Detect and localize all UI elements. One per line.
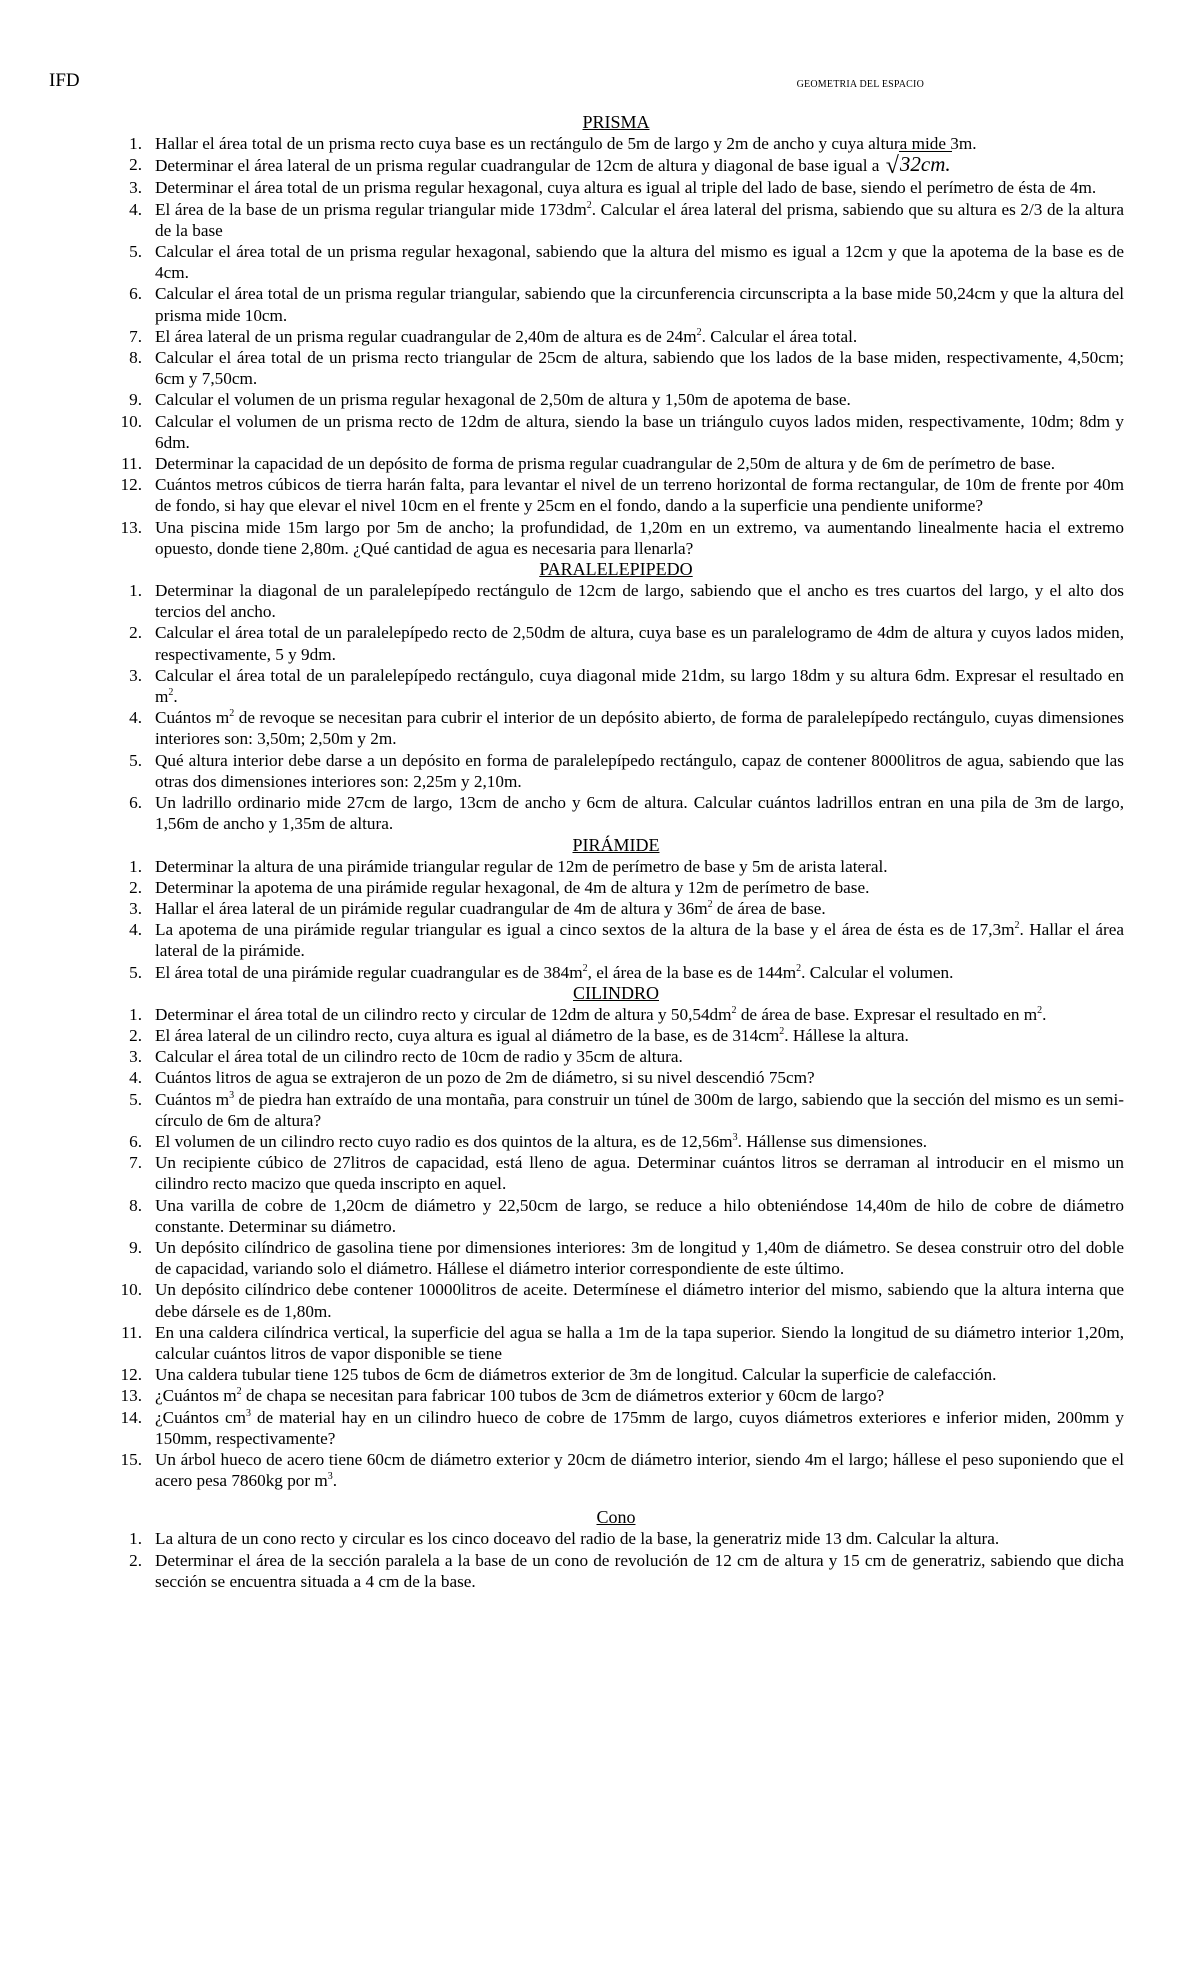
exercise-text: El área lateral de un cilindro recto, cuya altura es igual al diámetro de la base, es de $314cm^2$. Hállese la altura.	[155, 1025, 909, 1045]
exercise-number: 4.	[129, 1068, 142, 1088]
exercise-item	[108, 1131, 1124, 1152]
exercise-number: 4.	[129, 199, 142, 219]
exercise-item	[108, 1385, 1124, 1406]
exercise-number: 1.	[129, 581, 142, 601]
exercise-text: Cuántos litros de agua se extrajeron de un pozo de 2m de diámetro, si su nivel descendió 75cm?	[155, 1068, 815, 1088]
exercise-item	[108, 152, 1124, 180]
exercise-item	[108, 1237, 1124, 1279]
exercise-number: 15.	[120, 1449, 142, 1469]
exercise-text: El volumen de un cilindro recto cuyo radio es dos quintos de la altura, es de $12,56m^3$. Hállense sus dimensiones.	[155, 1131, 928, 1151]
exercise-text: Determinar el área total de un prisma regular hexagonal, cuya altura es igual al triple del lado de base, siendo el perímetro de ésta de 4m.	[155, 178, 1097, 198]
exercise-text: Calcular el área total de un prisma recto triangular de 25cm de altura, sabiendo que los lados de la base miden, respectivamente, 4,50cm; 6cm y 7,50cm.	[155, 348, 1124, 389]
exercise-number: 3.	[129, 1047, 142, 1067]
exercise-item	[108, 1364, 1124, 1385]
exercise-number: 8.	[129, 1195, 142, 1215]
exercise-item	[108, 1025, 1124, 1046]
exercise-text: Determinar la apotema de una pirámide regular hexagonal, de 4m de altura y 12m de perímetro de base.	[155, 877, 870, 897]
square-root-expression: √32cm.	[885, 152, 951, 180]
exercise-text: La altura de un cono recto y circular es los cinco doceavo del radio de la base, la generatriz mide 13 dm. Calcular la altura.	[155, 1529, 1000, 1549]
exercise-number: 6.	[129, 284, 142, 304]
exercise-number: 8.	[129, 348, 142, 368]
exercise-number: 2.	[129, 623, 142, 643]
exercise-number: 14.	[120, 1407, 142, 1427]
exercise-item	[108, 1322, 1124, 1364]
exercise-text: Qué altura interior debe darse a un depósito en forma de paralelepípedo rectángulo, capaz de contener 8000litros de agua, sabiendo que las otras dos dimensiones interiores son: 2,25m y 2,10m.	[155, 750, 1124, 791]
exercise-text: Un recipiente cúbico de 27litros de capacidad, está lleno de agua. Determinar cuántos litros se derraman al introducir en el mismo un cilindro recto macizo que queda inscripto en aquel.	[155, 1153, 1124, 1194]
header-right: GEOMETRIA DEL ESPACIO	[796, 79, 924, 90]
exercise-item	[108, 347, 1124, 389]
exercise-number: 5.	[129, 750, 142, 770]
exercise-item	[108, 1195, 1124, 1237]
exercise-number: 12.	[120, 1365, 142, 1385]
exercise-text: Cuántos $m^3$ de piedra han extraído de una montaña, para construir un túnel de 300m de largo, sabiendo que la sección del mismo es un semi-círculo de 6m de altura?	[155, 1089, 1124, 1130]
exercise-list	[108, 856, 1124, 983]
exercise-number: 4.	[129, 708, 142, 728]
exercise-item	[108, 1067, 1124, 1088]
exercise-number: 13.	[120, 517, 142, 537]
section-title: PRISMA	[582, 112, 650, 132]
header-left: IFD	[49, 70, 80, 91]
exercise-item	[108, 1046, 1124, 1067]
exercise-item	[108, 898, 1124, 919]
exercise-number: 6.	[129, 1131, 142, 1151]
exercise-number: 2.	[129, 1025, 142, 1045]
section-prisma	[108, 112, 1124, 559]
exercise-text: El área total de una pirámide regular cuadrangular es de $384m^2$, el área de la base es de $144m^2$. Calcular el volumen.	[155, 962, 954, 982]
exercise-item	[108, 199, 1124, 241]
exercise-text: Calcular el área total de un prisma regular triangular, sabiendo que la circunferencia circunscripta a la base mide 50,24cm y que la altura del prisma mide 10cm.	[155, 284, 1124, 325]
exercise-number: 5.	[129, 1089, 142, 1109]
exercise-item	[108, 1528, 1124, 1549]
exercise-item	[108, 707, 1124, 749]
exercise-text: Una piscina mide 15m largo por 5m de ancho; la profundidad, de 1,20m en un extremo, va aumentando linealmente hacia el extremo opuesto, donde tiene 2,80m. ¿Qué cantidad de agua es necesaria para llenarla?	[155, 517, 1124, 558]
exercise-text: Determinar la diagonal de un paralelepípedo rectángulo de 12cm de largo, sabiendo que el ancho es tres cuartos del largo, y el alto dos tercios del ancho.	[155, 581, 1124, 622]
exercise-item	[108, 1279, 1124, 1321]
exercise-item	[108, 1449, 1124, 1491]
exercise-number: 10.	[120, 1280, 142, 1300]
section-title: CILINDRO	[573, 982, 659, 1003]
exercise-text: Determinar el área lateral de un prisma regular cuadrangular de 12cm de altura y diagonal de base igual a √32cm.	[155, 152, 951, 180]
exercise-number: 1.	[129, 1004, 142, 1024]
exercise-text: Determinar la capacidad de un depósito de forma de prisma regular cuadrangular de 2,50m de altura y de 6m de perímetro de base.	[155, 454, 1056, 474]
exercise-number: 13.	[120, 1386, 142, 1406]
exercise-text: El área lateral de un prisma regular cuadrangular de 2,40m de altura es de $24m^2$. Calcular el área total.	[155, 326, 858, 346]
exercise-item	[108, 453, 1124, 474]
exercise-text: Hallar el área lateral de un pirámide regular cuadrangular de 4m de altura y $36m^2$ de área de base.	[155, 898, 826, 918]
section-title: PIRÁMIDE	[572, 834, 660, 855]
exercise-text: Cuántos $m^2$ de revoque se necesitan para cubrir el interior de un depósito abierto, de forma de paralelepípedo rectángulo, cuyas dimensiones interiores son: 3,50m; 2,50m y 2m.	[155, 708, 1124, 749]
exercise-number: 1.	[129, 134, 142, 153]
exercise-number: 2.	[129, 155, 142, 175]
exercise-item	[108, 919, 1124, 961]
exercise-text: ¿Cuántos $cm^3$ de material hay en un cilindro hueco de cobre de 175mm de largo, cuyos diámetros exteriores e inferior miden, 200mm y 150mm, respectivamente?	[155, 1407, 1125, 1448]
exercise-text: Un ladrillo ordinario mide 27cm de largo, 13cm de ancho y 6cm de altura. Calcular cuántos ladrillos entran en una pila de 3m de largo, 1,56m de ancho y 1,35m de altura.	[155, 793, 1124, 834]
exercise-list	[108, 1004, 1124, 1492]
exercise-text: Calcular el volumen de un prisma recto de 12dm de altura, siendo la base un triángulo cuyos lados miden, respectivamente, 10dm; 8dm y 6dm.	[155, 411, 1124, 452]
exercise-item	[108, 411, 1124, 453]
exercise-text: Determinar el área de la sección paralela a la base de un cono de revolución de 12 cm de altura y 15 cm de generatriz, sabiendo que dicha sección se encuentra situada a 4 cm de la base.	[155, 1550, 1124, 1591]
exercise-item	[108, 474, 1124, 516]
exercise-item	[108, 1407, 1124, 1449]
exercise-item	[108, 1089, 1124, 1131]
exercise-number: 10.	[120, 411, 142, 431]
exercise-text: ¿Cuántos $m^2$ de chapa se necesitan para fabricar 100 tubos de 3cm de diámetros exterior y 60cm de largo?	[155, 1386, 885, 1406]
exercise-item	[108, 856, 1124, 877]
exercise-text: Un depósito cilíndrico debe contener 10000litros de aceite. Determínese el diámetro interior del mismo, sabiendo que la altura interna que debe dársele es de 1,80m.	[155, 1280, 1124, 1321]
section-cono	[108, 1507, 1124, 1592]
section-title: PARALELEPIPEDO	[539, 559, 693, 580]
section-paralelepipedo	[108, 559, 1124, 834]
exercise-number: 3.	[129, 898, 142, 918]
exercise-text: Calcular el área total de un paralelepípedo recto de 2,50dm de altura, cuya base es un paralelogramo de 4dm de altura y cuyos lados miden, respectivamente, 5 y 9dm.	[155, 623, 1124, 664]
exercise-number: 11.	[121, 1322, 142, 1342]
exercise-text: Una caldera tubular tiene 125 tubos de 6cm de diámetros exterior de 3m de longitud. Calcular la superficie de calefacción.	[155, 1365, 997, 1385]
exercise-text: Calcular el área total de un prisma regular hexagonal, sabiendo que la altura del mismo es igual a 12cm y que la apotema de la base es de 4cm.	[155, 242, 1124, 283]
exercise-item	[108, 1550, 1124, 1592]
exercise-text: La apotema de una pirámide regular triangular es igual a cinco sextos de la altura de la base y el área de ésta es de $17,3m^2$. Hallar el área lateral de la pirámide.	[155, 920, 1124, 961]
exercise-number: 5.	[129, 962, 142, 982]
exercise-list	[108, 580, 1124, 834]
exercise-number: 9.	[129, 1237, 142, 1257]
exercise-text: Hallar el área total de un prisma recto cuya base es un rectángulo de 5m de largo y 2m de ancho y cuya altura mide 3m.	[155, 134, 977, 153]
exercise-text: Cuántos metros cúbicos de tierra harán falta, para levantar el nivel de un terreno horizontal de forma rectangular, de 10m de frente por 40m de fondo, si hay que elevar el nivel 10cm en el frente y 25cm en el fondo, dando a la superficie una pendiente uniforme?	[155, 475, 1124, 516]
exercise-item	[108, 326, 1124, 347]
exercise-item	[108, 622, 1124, 664]
exercise-number: 7.	[129, 326, 142, 346]
section-title: Cono	[596, 1507, 636, 1528]
exercise-item	[108, 1152, 1124, 1194]
exercise-text: Un árbol hueco de acero tiene 60cm de diámetro exterior y 20cm de diámetro interior, siendo 4m el largo; hállese el peso suponiendo que el acero pesa 7860kg por $m^3$.	[155, 1449, 1124, 1491]
exercise-item	[108, 665, 1124, 707]
exercise-number: 3.	[129, 665, 142, 685]
exercise-item	[108, 517, 1124, 559]
exercise-item	[108, 962, 1124, 983]
exercise-item	[108, 241, 1124, 283]
exercise-text: Una varilla de cobre de 1,20cm de diámetro y 22,50cm de largo, se reduce a hilo obteniéndose 14,40m de hilo de cobre de diámetro constante. Determinar su diámetro.	[155, 1195, 1124, 1236]
exercise-item	[108, 1004, 1124, 1025]
exercise-text: Calcular el volumen de un prisma regular hexagonal de 2,50m de altura y 1,50m de apotema de base.	[155, 390, 851, 410]
exercise-item	[108, 177, 1124, 198]
section-piramide	[108, 835, 1124, 983]
exercise-item	[108, 750, 1124, 792]
exercise-item	[108, 283, 1124, 325]
exercise-number: 7.	[129, 1153, 142, 1173]
exercise-number: 11.	[121, 454, 142, 474]
section-cilindro	[108, 983, 1124, 1492]
exercise-text: En una caldera cilíndrica vertical, la superficie del agua se halla a 1m de la tapa superior. Siendo la longitud de su diámetro interior 1,20m, calcular cuántos litros de vapor disponible se tiene	[155, 1322, 1124, 1363]
exercise-text: El área de la base de un prisma regular triangular mide $173dm^2$. Calcular el área lateral del prisma, sabiendo que su altura es 2/3 de la altura de la base	[155, 199, 1124, 240]
exercise-text: Un depósito cilíndrico de gasolina tiene por dimensiones interiores: 3m de longitud y 1,40m de diámetro. Se desea construir otro del doble de capacidad, variando solo el diámetro. Hállese el diámetro interior correspondiente de este último.	[155, 1237, 1124, 1279]
exercise-list	[108, 1528, 1124, 1592]
exercise-text: Calcular el área total de un cilindro recto de 10cm de radio y 35cm de altura.	[155, 1047, 683, 1067]
exercise-item	[108, 792, 1124, 834]
exercise-number: 12.	[120, 475, 142, 495]
exercise-item	[108, 133, 1124, 154]
exercise-sections	[108, 112, 1124, 1592]
exercise-number: 5.	[129, 242, 142, 262]
exercise-number: 3.	[129, 178, 142, 198]
exercise-text: Determinar el área total de un cilindro recto y circular de 12dm de altura y $50,54dm^2$ de área de base. Expresar el resultado en $m^2$.	[155, 1004, 1047, 1024]
exercise-number: 1.	[129, 1529, 142, 1549]
exercise-number: 1.	[129, 856, 142, 876]
exercise-number: 2.	[129, 877, 142, 897]
exercise-item	[108, 580, 1124, 622]
exercise-text: Calcular el área total de un paralelepípedo rectángulo, cuya diagonal mide 21dm, su largo 18dm y su altura 6dm. Expresar el resultado en $m^2$.	[155, 665, 1124, 707]
exercise-number: 4.	[129, 920, 142, 940]
exercise-list	[108, 133, 1124, 559]
exercise-number: 6.	[129, 793, 142, 813]
exercise-item	[108, 877, 1124, 898]
exercise-number: 2.	[129, 1550, 142, 1570]
exercise-text: Determinar la altura de una pirámide triangular regular de 12m de perímetro de base y 5m de arista lateral.	[155, 856, 888, 876]
exercise-item	[108, 389, 1124, 410]
exercise-number: 9.	[129, 390, 142, 410]
